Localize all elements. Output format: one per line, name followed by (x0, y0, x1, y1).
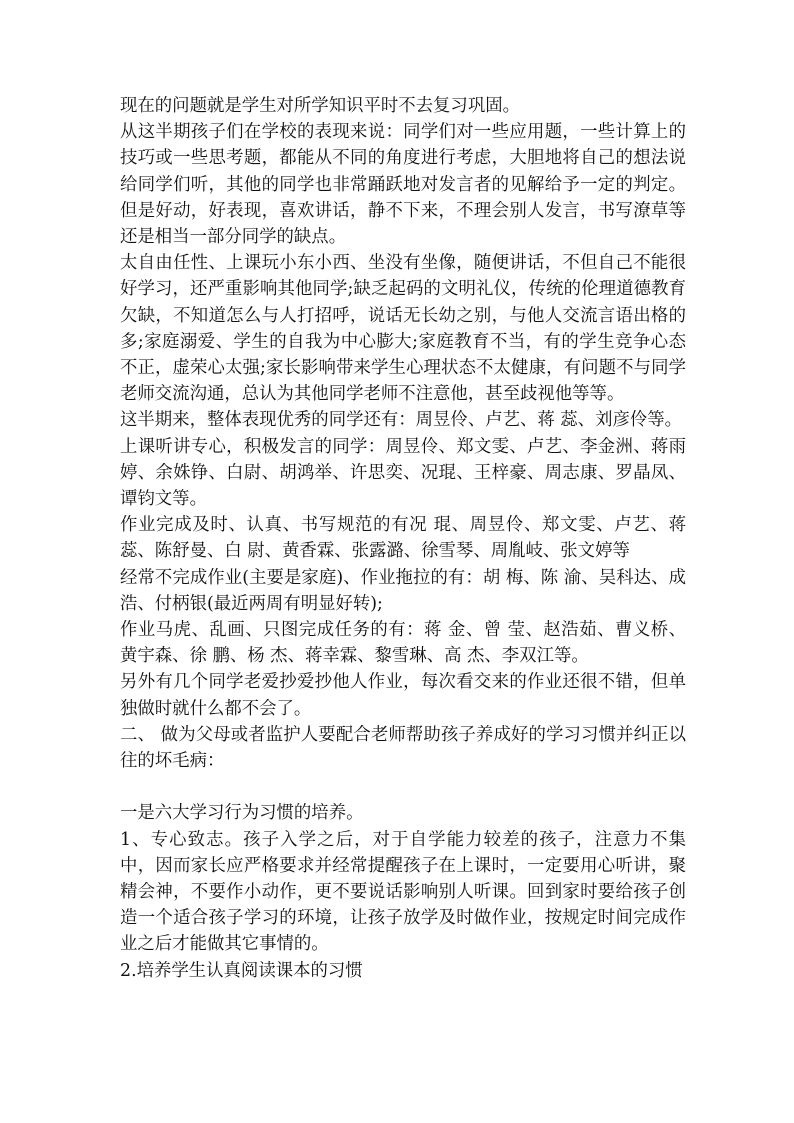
paragraph-copying: 另外有几个同学老爱抄爱抄他人作业，每次看交来的作业还很不错，但单独做时就什么都不会了。 (120, 672, 686, 719)
section-heading-parents: 二、 做为父母或者监护人要配合老师帮助孩子养成好的学习习惯并纠正以往的坏毛病： (120, 724, 686, 772)
paragraph-reading-habit: 2.培养学生认真阅读课本的习惯 (120, 960, 363, 981)
blank-line (120, 774, 686, 800)
paragraph-excellent-students: 这半期来，整体表现优秀的同学还有：周昱伶、卢艺、蒋 蕊、刘彦伶等。 (120, 410, 683, 431)
paragraph-behavior-issues: 太自由任性、上课玩小东小西、坐没有坐像，随便讲话，不但自己不能很好学习，还严重影响其他同学;缺乏起码的文明礼仪，传统的伦理道德教育欠缺，不知道怎么与人打招呼，说话无长幼之别，与他人交流言语出格的多;家庭溺爱、学生的自我为中心膨大;家庭教育不当，有的学生竞争心态不正，虚荣心太强;家长影响带来学生心理状态不太健康，有问题不与同学老师交流沟通，总认为其他同学老师不注意他，甚至歧视他等等。 (120, 253, 686, 405)
paragraph-six-habits: 一是六大学习行为习惯的培养。 (120, 803, 364, 824)
paragraph-homework-incomplete: 经常不完成作业(主要是家庭)、作业拖拉的有：胡 梅、陈 渝、吴科达、成 浩、付柄银(最近两周有明显好转); (120, 567, 686, 614)
document-body (120, 93, 686, 984)
paragraph-homework-good: 作业完成及时、认真、书写规范的有况 琨、周昱伶、郑文雯、卢艺、蒋 蕊、陈舒曼、白 尉、黄香霖、张露潞、徐雪琴、周胤岐、张文婷等 (120, 515, 686, 562)
paragraph-concentration: 1、专心致志。孩子入学之后，对于自学能力较差的孩子，注意力不集中，因而家长应严格要求并经常提醒孩子在上课时，一定要用心听讲，聚精会神，不要作小动作，更不要说话影响别人听课。回到家时要给孩子创造一个适合孩子学习的环境，让孩子放学及时做作业，按规定时间完成作业之后才能做其它事情的。 (120, 829, 686, 955)
paragraph-review-problem: 现在的问题就是学生对所学知识平时不去复习巩固。 (120, 96, 520, 116)
paragraph-homework-careless: 作业马虎、乱画、只图完成任务的有：蒋 金、曾 莹、赵浩茹、曹义桥、黄宇森、徐 鹏、杨 杰、蒋幸霖、黎雪琳、高 杰、李双江等。 (120, 620, 686, 667)
paragraph-semester-performance: 从这半期孩子们在学校的表现来说：同学们对一些应用题，一些计算上的技巧或一些思考题，都能从不同的角度进行考虑，大胆地将自己的想法说给同学们听，其他的同学也非常踊跃地对发言者的见解给予一定的判定。但是好动，好表现，喜欢讲话，静不下来，不理会别人发言，书写潦草等还是相当一部分同学的缺点。 (120, 122, 686, 248)
paragraph-attentive-students: 上课听讲专心，积极发言的同学：周昱伶、郑文雯、卢艺、李金洲、蒋雨婷、余姝铮、白尉、胡鸿举、许思奕、况琨、王梓豪、周志康、罗晶凤、谭钧文等。 (120, 436, 686, 510)
